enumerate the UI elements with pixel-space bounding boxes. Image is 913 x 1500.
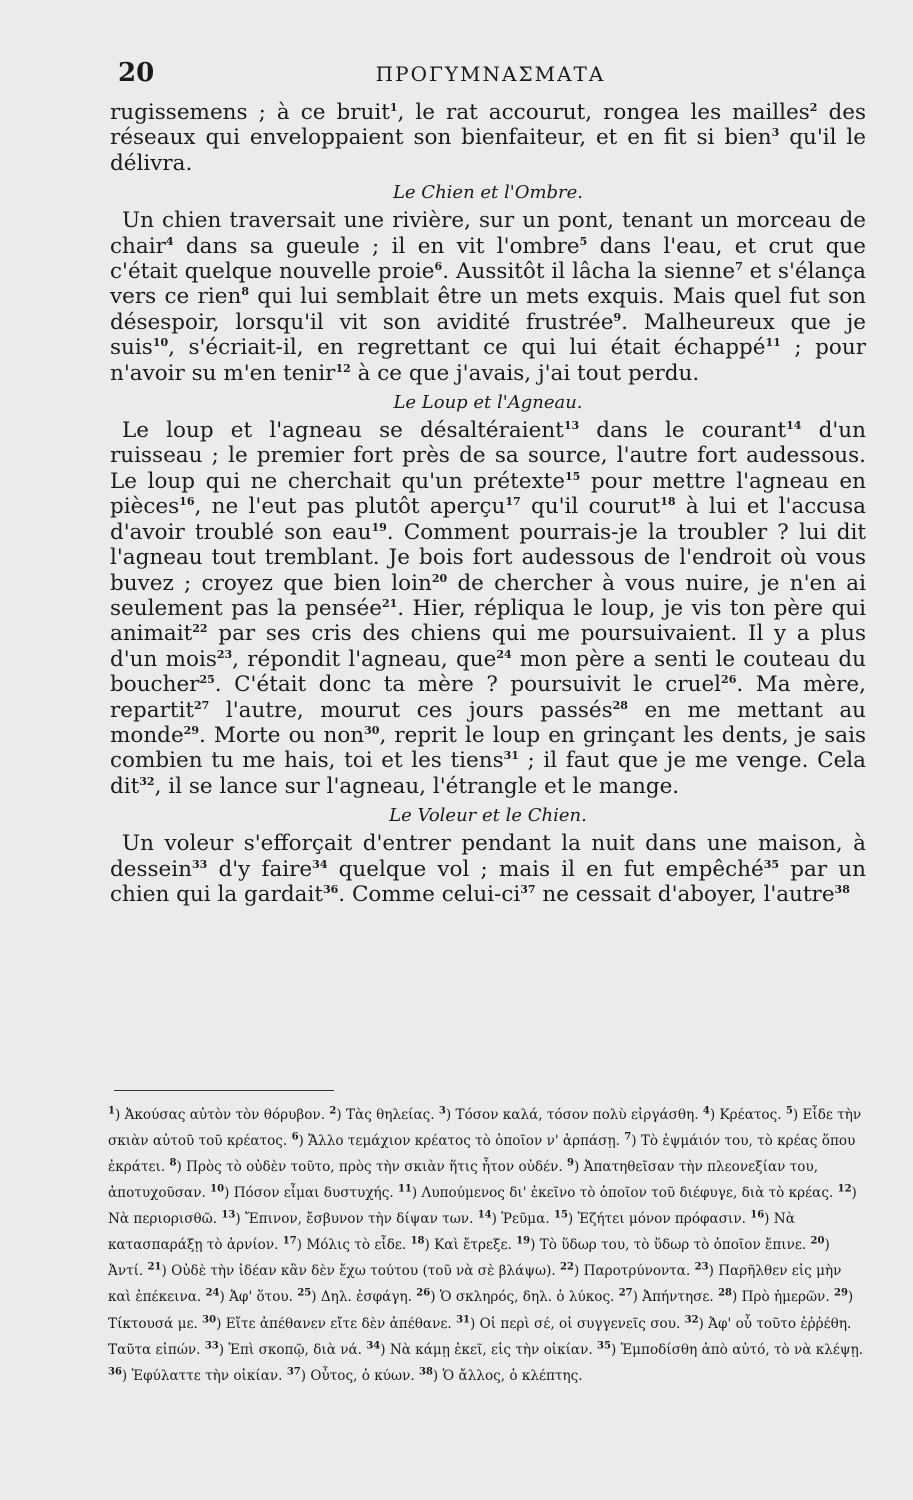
footnote (148, 1263, 556, 1279)
footnote (411, 1237, 512, 1253)
footnote-reference: 38 (834, 882, 850, 896)
text-run: des réseaux qui enveloppaient son bienfaiteur, et en fit si bien (110, 100, 866, 151)
footnote-reference: 24 (496, 647, 512, 661)
footnote (619, 1289, 714, 1305)
footnote (597, 1342, 863, 1358)
footnote-reference: 13 (563, 418, 580, 432)
paragraph-loup-agneau (110, 418, 866, 799)
footnote-number: 29 (833, 1287, 848, 1299)
footnote-paren: ) (121, 1367, 132, 1384)
footnote (439, 1107, 699, 1123)
footnote-paren: ) (824, 1237, 830, 1254)
text-run: l'autre, mourut ces jours passés (209, 697, 613, 723)
footnote (170, 1159, 563, 1175)
footnote-reference: 19 (371, 520, 387, 534)
footnote-text: Ὁ σκληρός, δηλ. ὁ λύκος. (439, 1289, 615, 1306)
text-run: dans le courant (579, 418, 787, 444)
footnote-number: 10 (210, 1183, 225, 1195)
text-run: rugissemens ; à ce bruit (110, 100, 390, 125)
text-run: d'un ruisseau ; le premier fort près de sa source, l'autre fort audessous. Le loup qui ne cherchait qu'un prétexte (110, 418, 866, 494)
footnote-paren: ) (491, 1211, 502, 1228)
footnote-number: 1 (108, 1105, 115, 1116)
footnote-text: Πρὸ ἡμερῶν. (741, 1289, 830, 1306)
footnote-reference: 5 (579, 234, 588, 248)
running-head: ΠΡΟΓΥΜΝΑΣΜΑΤΑ (375, 62, 606, 86)
footnote (398, 1185, 833, 1201)
footnote-text: Ἔπινον, ἔσβυνον τὴν δίψαν των. (244, 1211, 474, 1228)
footnote-number: 26 (416, 1287, 431, 1299)
footnote (703, 1107, 782, 1123)
footnote-paren: ) (114, 1106, 125, 1123)
footnote (283, 1237, 406, 1253)
text-run: , répondit l'agneau, que (232, 646, 497, 672)
footnote (718, 1289, 830, 1305)
footnote (108, 1368, 282, 1384)
footnote (478, 1211, 550, 1227)
text-run: Le loup et l'agneau se désaltéraient (122, 418, 564, 444)
footnote (416, 1289, 614, 1305)
footnote-reference: 10 (152, 336, 169, 350)
footnote (560, 1263, 690, 1279)
footnote-paren: ) (470, 1315, 480, 1332)
text-run: . Hier, répliqua le loup, je vis ton père qui animait (110, 595, 866, 647)
footnote (366, 1342, 592, 1358)
footnote-number: 7 (624, 1131, 632, 1143)
footnote-reference: 29 (183, 723, 199, 737)
footnote-text: Τόσον καλά, τόσον πολὺ εἰργάσθη. (455, 1106, 699, 1123)
text-run: , il se lance sur l'agneau, l'étrangle et le mange. (154, 773, 680, 799)
footnote-reference: 15 (564, 469, 581, 483)
footnote-paren: ) (632, 1289, 643, 1306)
paragraph-chien-ombre (110, 208, 866, 386)
footnote-number: 5 (785, 1105, 793, 1116)
footnote-number: 11 (397, 1183, 412, 1195)
footnote-text: Ῥεῦμα. (501, 1211, 550, 1228)
footnote-text: Εἴτε ἀπέθανεν εἴτε δὲν ἀπέθανε. (225, 1315, 452, 1332)
text-run: , reprit le loup en grinçant les dents, je sais combien tu me hais, toi et les tiens (110, 722, 866, 774)
footnote-text: Τίκτουσά με. (108, 1315, 198, 1332)
footnote-text: Ἐπὶ σκοπῷ, διὰ νά. (228, 1341, 362, 1358)
footnote-text: Οἱ περὶ σέ, οἱ συγγενεῖς σου. (479, 1315, 681, 1332)
footnote-paren: ) (161, 1263, 172, 1280)
footnote-paren: ) (300, 1367, 311, 1384)
footnote-number: 12 (837, 1183, 852, 1195)
footnote-reference: 18 (660, 495, 676, 509)
text-run: Un chien traversait une rivière, sur un pont, tenant un morceau de chair (110, 208, 866, 259)
footnote-reference: 36 (322, 882, 339, 896)
footnote-reference: 17 (505, 495, 521, 509)
footnote-reference: 30 (364, 723, 380, 737)
footnote-text: Ἀφ' ὅτου. (229, 1289, 293, 1306)
text-run: par un chien qui la gardait (110, 856, 866, 907)
footnote-paren: ) (219, 1289, 230, 1306)
footnote-text: Ἐμποδίσθη ἀπὸ αὐτό, τὸ νὰ κλέψῃ. (620, 1341, 864, 1358)
footnote-text: Νὰ κατασπαράξῃ τὸ ἀρνίον. (108, 1211, 795, 1254)
footnote-text: Παροτρύνοντα. (583, 1263, 691, 1280)
text-run: d'y faire (207, 856, 313, 882)
footnote-number: 15 (553, 1209, 568, 1221)
footnote-reference: 23 (216, 647, 233, 661)
footnote-text: Κρέατος. (719, 1106, 782, 1123)
text-run: en me mettant au monde (110, 697, 866, 748)
text-run: , le rat accourut, rongea les mailles (397, 100, 810, 125)
footnote-paren: ) (445, 1106, 456, 1123)
footnote-text: Οὗτος, ὁ κύων. (310, 1367, 415, 1384)
text-run: qui lui semblait être un mets exquis. Mais quel fut son désespoir, lorsqu'il vit son avidité frustrée (110, 284, 866, 335)
footnote-reference: 35 (763, 857, 780, 871)
footnote-number: 28 (718, 1287, 732, 1299)
footnote-text: Νὰ κάμῃ ἐκεῖ, εἰς τὴν οἰκίαν. (389, 1341, 593, 1358)
footnote-paren: ) (610, 1341, 621, 1358)
footnote-divider (114, 1090, 334, 1091)
footnote (221, 1211, 473, 1227)
footnote-text: Ἐζήτει μόνον πρόφασιν. (577, 1211, 746, 1228)
footnote (516, 1237, 806, 1253)
footnote (292, 1133, 620, 1149)
text-run: . Comme celui-ci (338, 881, 521, 907)
text-run: . Comment pourrais-je la troubler ? lui dit l'agneau tout tremblant. Je bois fort audessous de l'endroit où vous buvez ; croyez que bien loin (110, 519, 866, 596)
footnote-number: 35 (597, 1340, 611, 1352)
text-run: ; pour n'avoir su m'en tenir (110, 335, 866, 386)
text-run: quelque vol ; mais il en fut empêché (327, 856, 764, 882)
page-header (118, 58, 863, 90)
footnote-number: 3 (438, 1105, 446, 1116)
footnote-paren: ) (218, 1341, 229, 1358)
footnote-paren: ) (411, 1184, 422, 1201)
footnote-text: Παρῆλθεν εἰς μὴν καὶ ἐπέκεινα. (108, 1263, 842, 1306)
footnote-paren: ) (432, 1367, 443, 1384)
footnote (206, 1289, 293, 1305)
footnote-number: 14 (477, 1209, 492, 1221)
text-run: . Malheureux que je suis (110, 309, 866, 361)
footnote-reference: 12 (335, 361, 351, 375)
footnote (419, 1368, 583, 1384)
footnote-text: Πρὸς τὸ οὐδὲν τοῦτο, πρὸς τὴν σκιὰν ἥτις ἦτον οὐδέν. (186, 1158, 563, 1175)
text-run: mon père a senti le couteau du boucher (110, 646, 867, 698)
footnote-reference: 3 (771, 126, 780, 140)
footnote-paren: ) (530, 1237, 540, 1254)
footnote-number: 31 (456, 1314, 470, 1325)
text-run: Un voleur s'efforçait d'entrer pendant la nuit dans une maison, à dessein (110, 831, 866, 882)
footnote-reference: 37 (520, 882, 536, 896)
footnote-text: Καὶ ἔτρεξε. (434, 1237, 512, 1254)
footnote-text: Εἶδε τὴν σκιὰν αὐτοῦ τοῦ κρέατος. (108, 1106, 862, 1149)
text-run: , s'écriait-il, en regrettant ce qui lui était échappé (168, 335, 766, 361)
footnote-reference: 20 (431, 571, 448, 585)
text-run: dans sa gueule ; il en vit l'ombre (173, 233, 580, 259)
footnote-paren: ) (792, 1106, 803, 1123)
fable-title-voleur: Le Voleur et le Chien. (389, 805, 587, 827)
footnote-text: Ἐφύλαττε τὴν οἰκίαν. (131, 1367, 283, 1384)
footnote-text: Ἀφ' οὗ τοῦτο ἐῤῥέθη. Ταῦτα εἰπών. (108, 1315, 852, 1358)
footnote-reference: 16 (179, 495, 195, 509)
text-run: par ses cris des chiens qui me poursuivaient. Il y a plus d'un mois (110, 621, 866, 672)
footnote-number: 38 (419, 1366, 433, 1378)
footnote-paren: ) (336, 1106, 346, 1123)
footnote-reference: 27 (194, 698, 210, 712)
footnote-number: 4 (702, 1105, 710, 1116)
fable-title-chien: Le Chien et l'Ombre. (392, 182, 584, 204)
footnote-number: 24 (205, 1287, 220, 1299)
text-run: à lui et l'accusa d'avoir troublé son eau (110, 494, 866, 545)
footnote-paren: ) (235, 1211, 245, 1228)
footnote (297, 1289, 412, 1305)
footnote-reference: 8 (241, 285, 249, 299)
footnote-paren: ) (380, 1341, 390, 1358)
footnote-number: 36 (108, 1366, 122, 1378)
footnote-number: 21 (147, 1261, 162, 1273)
footnote-reference: 28 (612, 698, 628, 712)
footnote-text: Ἀπατηθεῖσαν τὴν πλεονεξίαν του, ἀποτυχοῦσαν. (108, 1158, 819, 1201)
footnote (205, 1342, 362, 1358)
footnote-text: Ὁ ἄλλος, ὁ κλέπτης. (442, 1367, 583, 1384)
footnote-number: 25 (297, 1287, 312, 1299)
footnote-paren: ) (574, 1158, 584, 1175)
footnote-paren: ) (731, 1289, 742, 1306)
footnote-number: 8 (169, 1157, 177, 1169)
footnote-text: Δηλ. ἐσφάγη. (320, 1289, 412, 1306)
footnote-paren: ) (764, 1211, 774, 1228)
footnote-number: 6 (291, 1131, 299, 1143)
footnote-paren: ) (216, 1315, 226, 1332)
footnote (554, 1211, 746, 1227)
footnote-paren: ) (709, 1106, 720, 1123)
footnote-paren: ) (176, 1158, 187, 1175)
footnote-number: 22 (560, 1261, 574, 1273)
footnote-reference: 9 (613, 310, 622, 324)
footnote-reference: 25 (199, 672, 215, 686)
footnote-text: Τὸ ὕδωρ του, τὸ ὕδωρ τὸ ὁποῖον ἔπινε. (539, 1237, 807, 1254)
footnote-reference: 33 (192, 857, 208, 871)
footnote-reference: 21 (381, 596, 398, 610)
text-run: ne cessait d'aboyer, l'autre (535, 881, 835, 907)
footnote (210, 1185, 394, 1201)
text-run: . C'était donc ta mère ? poursuivit le cruel (214, 672, 722, 698)
footnote-paren: ) (430, 1289, 440, 1306)
footnote-paren: ) (847, 1289, 854, 1306)
text-run: de chercher à vous nuire, je n'en ai seulement pas la pensée (110, 570, 867, 621)
footnote-number: 19 (516, 1235, 531, 1247)
text-run: , ne l'eut pas plutôt aperçu (194, 494, 506, 520)
text-run: qu'il courut (520, 494, 661, 520)
footnote (108, 1107, 325, 1123)
footnote-paren: ) (311, 1289, 321, 1306)
footnote-text: Τὸ ἐψμάιόν του, τὸ κρέας ὅπου ἐκράτει. (108, 1132, 856, 1175)
footnote-text: Ἀπήντησε. (642, 1289, 714, 1306)
footnote-number: 30 (202, 1314, 217, 1325)
main-text (110, 100, 866, 907)
footnote-reference: 6 (434, 259, 443, 273)
footnote-reference: 11 (765, 336, 781, 350)
text-run: . Morte ou non (198, 722, 365, 748)
footnote-paren: ) (224, 1184, 234, 1201)
footnote-reference: 34 (312, 857, 328, 871)
footnote-reference: 14 (786, 418, 802, 432)
page-number: 20 (118, 58, 155, 88)
text-run: pour mettre l'agneau en pièces (110, 468, 867, 520)
footnote-number: 37 (286, 1366, 301, 1378)
text-run: et s'élança vers ce rien (110, 259, 866, 310)
footnote-number: 13 (221, 1209, 236, 1221)
footnote (287, 1368, 415, 1384)
footnote-reference: 4 (165, 234, 174, 248)
footnote-paren: ) (698, 1315, 709, 1332)
footnote-text: Νὰ περιορισθῶ. (108, 1211, 218, 1228)
footnote-paren: ) (573, 1263, 584, 1280)
footnote-reference: 2 (809, 100, 818, 114)
footnote-paren: ) (631, 1132, 641, 1149)
text-run: à ce que j'avais, j'ai tout perdu. (350, 360, 700, 386)
text-run: . Aussitôt il lâcha la sienne (442, 259, 736, 285)
footnote-paren: ) (296, 1237, 307, 1254)
footnote-reference: 7 (735, 259, 743, 273)
footnote-text: Λυπούμενος δι' ἐκεῖνο τὸ ὁποῖον τοῦ διέφυγε, διὰ τὸ κρέας. (421, 1184, 834, 1201)
footnote-paren: ) (708, 1263, 719, 1280)
footnote-paren: ) (298, 1132, 309, 1149)
footnote-text: Ἀκούσας αὐτὸν τὸν θόρυβον. (124, 1106, 326, 1123)
footnote-number: 23 (694, 1261, 709, 1273)
footnote-reference: 31 (503, 749, 519, 763)
footnote (202, 1316, 452, 1332)
text-run: qu'il le délivra. (110, 125, 866, 176)
footnote-paren: ) (424, 1237, 435, 1254)
footnote-text: Οὐδὲ τὴν ἰδέαν κἂν δὲν ἔχω τούτου (τοῦ νὰ σὲ βλάψω). (171, 1263, 556, 1280)
text-run: dans l'eau, et crut que c'était quelque nouvelle proie (110, 233, 866, 285)
footnote-number: 9 (567, 1157, 575, 1169)
footnote-reference: 22 (192, 622, 208, 636)
footnote-number: 2 (329, 1105, 337, 1116)
footnotes (108, 1100, 866, 1387)
footnote-number: 32 (684, 1314, 699, 1325)
footnote-paren: ) (851, 1184, 857, 1201)
footnote (456, 1316, 680, 1332)
footnote-number: 20 (810, 1235, 825, 1247)
footnote-paren: ) (567, 1211, 578, 1228)
footnote-number: 34 (366, 1340, 381, 1352)
footnote-text: Μόλις τὸ εἶδε. (306, 1237, 407, 1254)
footnote-number: 16 (750, 1209, 765, 1221)
footnote-number: 17 (282, 1235, 297, 1247)
footnote-text: Ἀντί. (108, 1263, 144, 1280)
fable-title-loup: Le Loup et l'Agneau. (393, 392, 583, 414)
footnote-number: 18 (410, 1235, 425, 1247)
footnote-text: Ἄλλο τεμάχιον κρέατος τὸ ὁποῖον ν' ἁρπάσῃ. (308, 1132, 620, 1149)
footnote-number: 33 (204, 1340, 219, 1352)
footnote-text: Πόσον εἶμαι δυστυχής. (233, 1184, 394, 1201)
footnote (329, 1107, 434, 1123)
footnote-reference: 1 (389, 100, 398, 114)
footnote-text: Τὰς θηλείας. (345, 1106, 435, 1123)
footnote-reference: 32 (139, 774, 155, 788)
paragraph-voleur-chien (110, 831, 866, 907)
footnote-reference: 26 (721, 672, 737, 686)
text-run: ; il faut que je me venge. Cela dit (110, 748, 866, 799)
footnote-number: 27 (618, 1287, 633, 1299)
paragraph-continuation (110, 100, 866, 176)
text-run: . Ma mère, repartit (110, 672, 866, 723)
